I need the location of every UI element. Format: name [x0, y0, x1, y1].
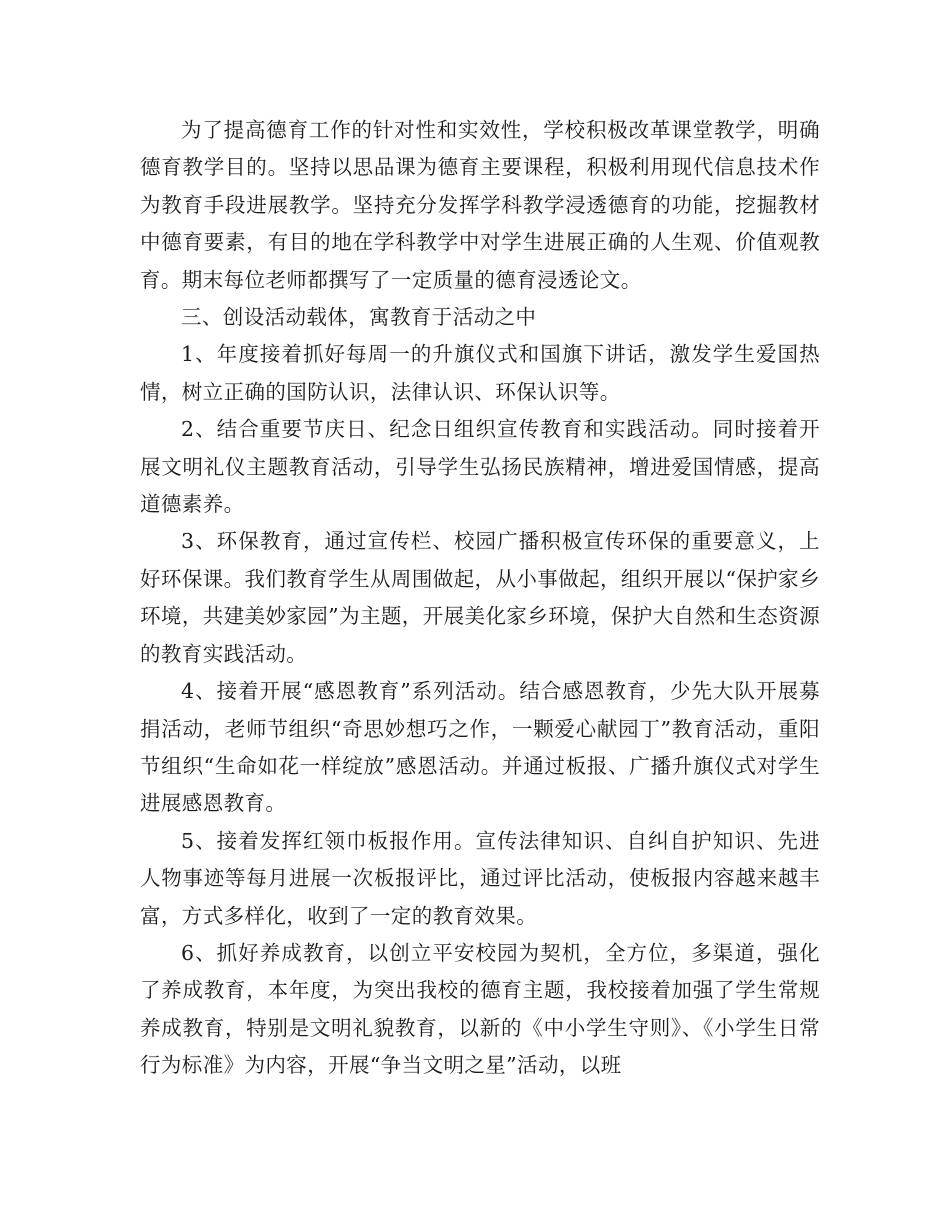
paragraph-item-1: 1、年度接着抓好每周一的升旗仪式和国旗下讲话，激发学生爱国热情，树立正确的国防认识，法律认识、环保认识等。 [140, 342, 820, 404]
document-page [140, 112, 820, 1085]
paragraph-item-2: 2、结合重要节庆日、纪念日组织宣传教育和实践活动。同时接着开展文明礼仪主题教育活动，引导学生弘扬民族精神，增进爱国情感，提高道德素养。 [140, 417, 820, 517]
paragraph-item-5: 5、接着发挥红领巾板报作用。宣传法律知识、自纠自护知识、先进人物事迹等每月进展一次板报评比，通过评比活动，使板报内容越来越丰富，方式多样化，收到了一定的教育效果。 [140, 828, 820, 928]
paragraph-item-3: 3、环保教育，通过宣传栏、校园广播积极宣传环保的重要意义，上好环保课。我们教育学生从周围做起，从小事做起，组织开展以“保护家乡环境，共建美妙家园”为主题，开展美化家乡环境，保护大自然和生态资源的教育实践活动。 [140, 529, 820, 666]
paragraph-item-6: 6、抓好养成教育，以创立平安校园为契机，全方位，多渠道，强化了养成教育，本年度，为突出我校的德育主题，我校接着加强了学生常规养成教育，特别是文明礼貌教育，以新的《中小学生守则》、《小学生日常行为标准》为内容，开展“争当文明之星”活动，以班 [140, 940, 820, 1078]
paragraph-item-4: 4、接着开展“感恩教育”系列活动。结合感恩教育，少先大队开展募捐活动，老师节组织“奇思妙想巧之作，一颗爱心献园丁”教育活动，重阳节组织“生命如花一样绽放”感恩活动。并通过板报、广播升旗仪式对学生进展感恩教育。 [140, 679, 820, 816]
section-heading: 三、创设活动载体，寓教育于活动之中 [181, 305, 537, 330]
paragraph-intro: 为了提高德育工作的针对性和实效性，学校积极改革课堂教学，明确德育教学目的。坚持以思品课为德育主要课程，积极利用现代信息技术作为教育手段进展教学。坚持充分发挥学科教学浸透德育的功能，挖掘教材中德育要素，有目的地在学科教学中对学生进展正确的人生观、价值观教育。期末每位老师都撰写了一定质量的德育浸透论文。 [140, 118, 820, 292]
